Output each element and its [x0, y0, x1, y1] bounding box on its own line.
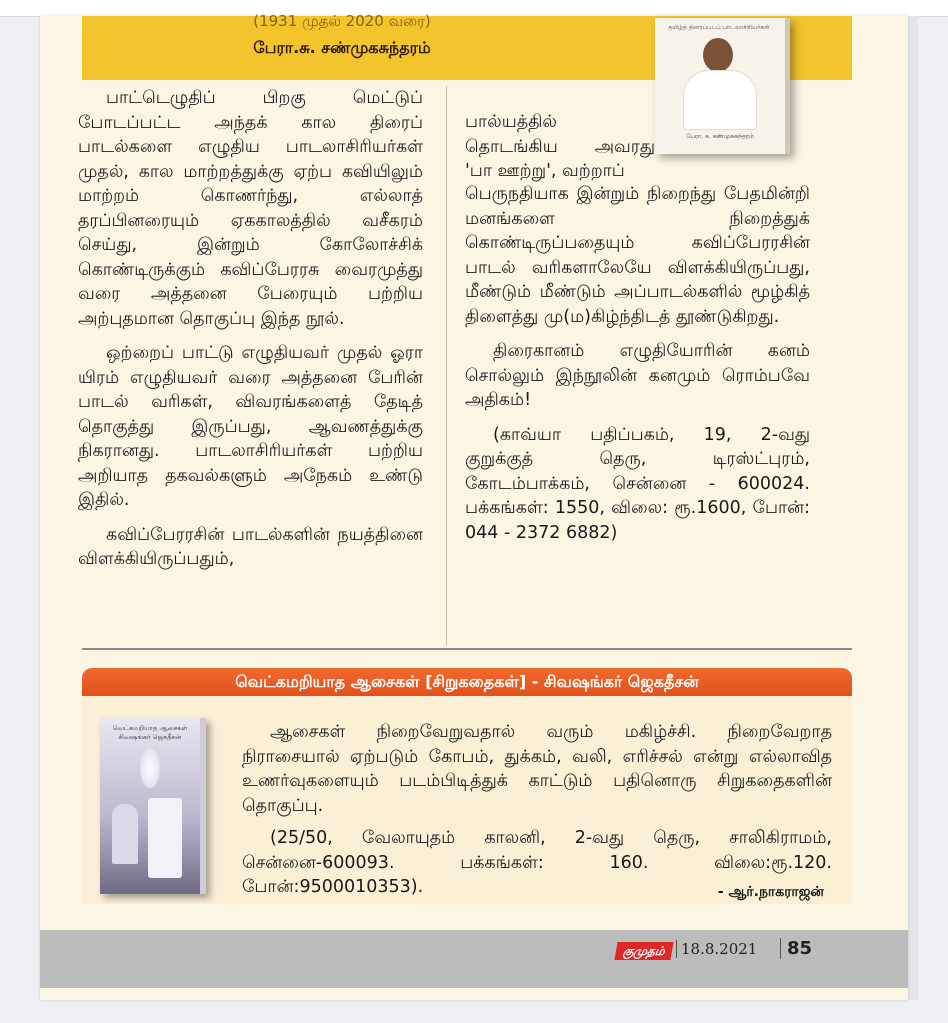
cover-smoke: [140, 748, 160, 788]
review-paragraph: கவிப்பேரரசின் பாடல்களின் நயத்தினை விளக்கியிருப்பதும்,: [78, 524, 423, 569]
cover-statue: [112, 804, 138, 864]
review-paragraph: ஆசைகள் நிறைவேறுவதால் வரும் மகிழ்ச்சி. நிறைவேறாத நிராசையால் ஏற்படும் கோபம், துக்கம், வலி, எரிச்சல் என்று எல்லாவித உணர்வுகளையும் படம்பிடித்துக் காட்டும் பதினொரு சிறுகதைகளின் தொகுப்பு.: [242, 722, 832, 816]
review2-title-banner: வெட்கமறியாத ஆசைகள் [சிறுகதைகள்] - சிவஷங்கர் ஜெகதீசன்: [82, 668, 852, 696]
scroll-track[interactable]: [908, 16, 918, 1000]
cover-candle: [148, 798, 182, 878]
book-cover-image: [100, 718, 206, 894]
portrait-head: [703, 38, 733, 72]
review2-text: [242, 720, 832, 908]
review-paragraph: பால்யத்தில் தொடங்கிய அவரது 'பா ஊற்று', வற்றாப்: [465, 112, 655, 181]
review-paragraph: ஒற்றைப் பாட்டு எழுதியவர் முதல் ஓரா யிரம் எழுதியவர் வரை அத்தனை பேரின் பாடல் வரிகள், விவரங்களைத் தேடித் தொகுத்து இருப்பது, ஆவணத்துக்கு நிகரானது. பாடலாசிரியர்கள் பற்றிய அறியாத தகவல்களும் அநேகம் உண்டு இதில்.: [78, 343, 423, 510]
portrait-body: [683, 70, 757, 130]
magazine-logo: குமுதம்: [614, 942, 673, 960]
review-right-narrow: [465, 110, 655, 194]
publisher-address: (25/50, வேலாயுதம் காலனி, 2-வது தெரு, சாலிகிராமம், சென்னை-600093. பக்கங்கள்: 160. விலை:ரூ.120. போன்:9500010353).: [242, 828, 832, 897]
section-divider: [82, 648, 852, 650]
review-left-column: [78, 86, 423, 582]
publisher-address: (காவ்யா பதிப்பகம், 19, 2-வது குறுக்குத் தெரு, டிரஸ்ட்புரம், கோடம்பாக்கம், சென்னை - 600024. பக்கங்கள்: 1550, விலை: ரூ.1600, போன்: 044 - 2372 6882): [465, 424, 810, 543]
review-paragraph: திரைகானம் எழுதியோரின் கனம் சொல்லும் இந்நூலின் கனமும் ரொம்பவே அதிகம்!: [465, 341, 810, 410]
book-subtitle: (1931 முதல் 2020 வரை): [253, 12, 431, 30]
issue-date: 18.8.2021: [676, 940, 757, 958]
magazine-page: [40, 12, 908, 1000]
cover-author: பேரா. சு. சண்முகசுந்தரம்: [686, 133, 754, 140]
page-footer: [40, 930, 908, 988]
book-cover-image: [655, 18, 790, 154]
book-author: பேரா.சு. சண்முகசுந்தரம்: [253, 38, 431, 57]
cover-title: வெட்கமறியாத ஆசைகள் சிவஷங்கர் ஜெகதீசன்: [112, 724, 188, 741]
reviewer-signature: - ஆர்.நாகராஜன்: [717, 884, 824, 900]
review-right-column: [465, 182, 810, 555]
review-paragraph: பெருநதியாக இன்றும் நிறைந்து பேதமின்றி மனங்களை நிறைத்துக் கொண்டிருப்பதையும் கவிப்பேரரசின் பாடல் வரிகளாலேயே விளக்கியிருப்பது, மீண்டும் மீண்டும் அப்பாடல்களில் மூழ்கித் திளைத்து மு(ம)கிழ்ந்திடத் தூண்டுகிறது.: [465, 184, 810, 327]
page-number: 85: [780, 938, 812, 959]
review2-box: [82, 696, 852, 904]
review-paragraph: பாட்டெழுதிப் பிறகு மெட்டுப் போடப்பட்ட அந்தக் கால திரைப் பாடல்களை எழுதிய பாடலாசிரியர்கள் முதல், கால மாற்றத்துக்கு ஏற்ப கவியிலும் மாற்றம் கொணர்ந்து, எல்லாத் தரப்பினரையும் ஏககாலத்தில் வசீகரம் செய்து, இன்றும் கோலோச்சிக் கொண்டிருக்கும் கவிப்பேரரசு வைரமுத்து வரை அத்தனை பேரையும் பற்றிய அற்புதமான தொகுப்பு இந்த நூல்.: [78, 88, 423, 329]
column-divider: [446, 86, 447, 646]
cover-title: தமிழ்த் திரைப்படப் பாடலாசிரியர்கள்: [668, 24, 770, 31]
